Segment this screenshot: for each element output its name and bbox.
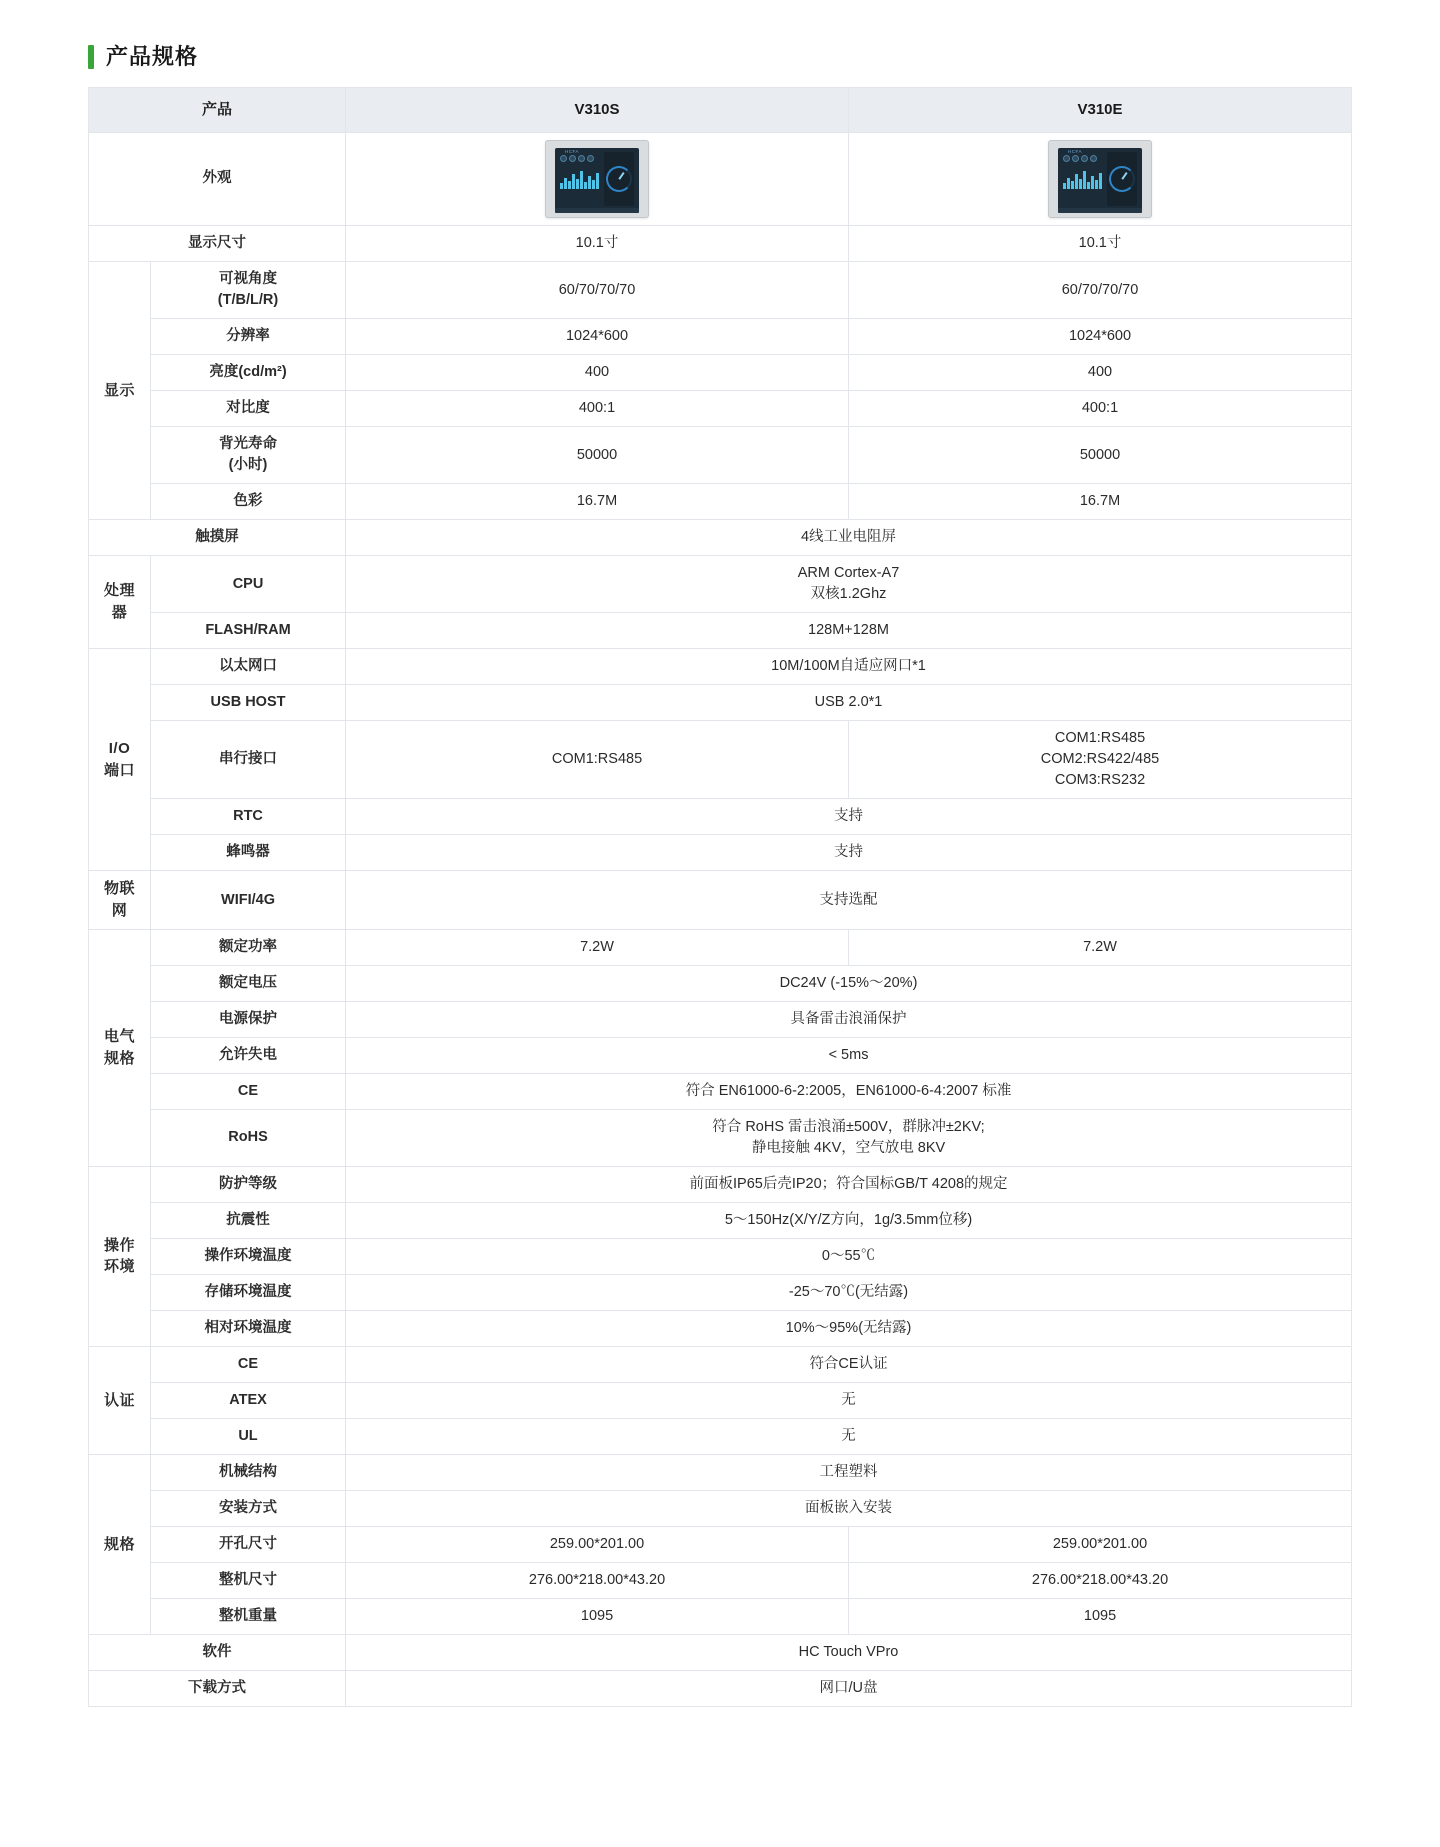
spec-item-label: 整机重量 bbox=[151, 1599, 346, 1635]
spec-value-merged: 工程塑料 bbox=[346, 1455, 1352, 1491]
spec-item-label: 存储环境温度 bbox=[151, 1274, 346, 1310]
table-row bbox=[89, 1037, 1352, 1073]
group-label: 处理器 bbox=[89, 556, 151, 649]
spec-item-label: 显示尺寸 bbox=[89, 226, 346, 262]
spec-value-merged: < 5ms bbox=[346, 1037, 1352, 1073]
spec-item-label: 色彩 bbox=[151, 484, 346, 520]
table-row bbox=[89, 1073, 1352, 1109]
spec-value-v310s: 259.00*201.00 bbox=[346, 1527, 849, 1563]
spec-value-v310s: 60/70/70/70 bbox=[346, 262, 849, 319]
spec-item-label: 软件 bbox=[89, 1635, 346, 1671]
spec-value-v310e: 10.1寸 bbox=[849, 226, 1352, 262]
appearance-cell-v310e bbox=[849, 133, 1352, 226]
spec-item-label: 以太网口 bbox=[151, 649, 346, 685]
spec-value-merged: 前面板IP65后壳IP20；符合国标GB/T 4208的规定 bbox=[346, 1166, 1352, 1202]
spec-item-label: ATEX bbox=[151, 1383, 346, 1419]
spec-item-label: 外观 bbox=[89, 133, 346, 226]
spec-item-label: 操作环境温度 bbox=[151, 1238, 346, 1274]
spec-item-label: 触摸屏 bbox=[89, 520, 346, 556]
spec-item-label: 亮度(cd/m²) bbox=[151, 355, 346, 391]
spec-value-merged: 支持 bbox=[346, 835, 1352, 871]
table-row bbox=[89, 799, 1352, 835]
appearance-cell-v310s bbox=[346, 133, 849, 226]
spec-item-label: 分辨率 bbox=[151, 319, 346, 355]
group-label: 操作 环境 bbox=[89, 1166, 151, 1346]
spec-item-label: 机械结构 bbox=[151, 1455, 346, 1491]
spec-item-label: 额定功率 bbox=[151, 929, 346, 965]
spec-item-label: CE bbox=[151, 1073, 346, 1109]
spec-value-v310s: 400 bbox=[346, 355, 849, 391]
spec-item-label: 防护等级 bbox=[151, 1166, 346, 1202]
spec-value-v310s: 276.00*218.00*43.20 bbox=[346, 1563, 849, 1599]
spec-value-v310e: 276.00*218.00*43.20 bbox=[849, 1563, 1352, 1599]
spec-item-label: RoHS bbox=[151, 1109, 346, 1166]
spec-item-label: 可视角度 (T/B/L/R) bbox=[151, 262, 346, 319]
spec-value-merged: 网口/U盘 bbox=[346, 1671, 1352, 1707]
spec-item-label: RTC bbox=[151, 799, 346, 835]
page-title-text: 产品规格 bbox=[106, 44, 199, 69]
spec-value-v310s: 50000 bbox=[346, 427, 849, 484]
spec-value-merged: 具备雷击浪涌保护 bbox=[346, 1001, 1352, 1037]
spec-value-v310e: 1024*600 bbox=[849, 319, 1352, 355]
spec-value-merged: 面板嵌入安装 bbox=[346, 1491, 1352, 1527]
spec-item-label: 串行接口 bbox=[151, 721, 346, 799]
spec-value-merged: 符合 RoHS 雷击浪涌±500V，群脉冲±2KV; 静电接触 4KV，空气放电 8KV bbox=[346, 1109, 1352, 1166]
spec-value-v310s: 1095 bbox=[346, 1599, 849, 1635]
spec-value-v310e: 60/70/70/70 bbox=[849, 262, 1352, 319]
spec-item-label: 电源保护 bbox=[151, 1001, 346, 1037]
title-accent-bar bbox=[88, 45, 94, 69]
spec-item-label: 下载方式 bbox=[89, 1671, 346, 1707]
spec-item-label: CE bbox=[151, 1347, 346, 1383]
spec-value-merged: 支持 bbox=[346, 799, 1352, 835]
table-row bbox=[89, 226, 1352, 262]
device-appearance-image: HCFA bbox=[1048, 140, 1152, 218]
table-row bbox=[89, 649, 1352, 685]
table-row bbox=[89, 484, 1352, 520]
spec-value-merged: 10M/100M自适应网口*1 bbox=[346, 649, 1352, 685]
spec-item-label: 额定电压 bbox=[151, 965, 346, 1001]
spec-value-v310s: COM1:RS485 bbox=[346, 721, 849, 799]
table-row bbox=[89, 391, 1352, 427]
spec-value-v310e: COM1:RS485 COM2:RS422/485 COM3:RS232 bbox=[849, 721, 1352, 799]
spec-table bbox=[88, 87, 1352, 1707]
table-row bbox=[89, 1347, 1352, 1383]
table-row bbox=[89, 427, 1352, 484]
header-product-label: 产品 bbox=[89, 88, 346, 133]
spec-value-merged: 无 bbox=[346, 1383, 1352, 1419]
group-label: 电气 规格 bbox=[89, 929, 151, 1166]
spec-value-v310e: 400 bbox=[849, 355, 1352, 391]
spec-item-label: 蜂鸣器 bbox=[151, 835, 346, 871]
spec-value-v310s: 400:1 bbox=[346, 391, 849, 427]
table-row bbox=[89, 133, 1352, 226]
table-row bbox=[89, 1274, 1352, 1310]
spec-value-v310s: 1024*600 bbox=[346, 319, 849, 355]
table-row bbox=[89, 1491, 1352, 1527]
spec-item-label: 整机尺寸 bbox=[151, 1563, 346, 1599]
table-row bbox=[89, 1238, 1352, 1274]
table-row bbox=[89, 835, 1352, 871]
spec-value-v310e: 400:1 bbox=[849, 391, 1352, 427]
spec-item-label: WIFI/4G bbox=[151, 871, 346, 930]
spec-item-label: 背光寿命 (小时) bbox=[151, 427, 346, 484]
table-row bbox=[89, 1671, 1352, 1707]
group-label: 规格 bbox=[89, 1455, 151, 1635]
group-label: I/O 端口 bbox=[89, 649, 151, 871]
spec-item-label: 允许失电 bbox=[151, 1037, 346, 1073]
spec-item-label: CPU bbox=[151, 556, 346, 613]
spec-value-merged: 5～150Hz(X/Y/Z方向，1g/3.5mm位移) bbox=[346, 1202, 1352, 1238]
spec-value-merged: ARM Cortex-A7 双核1.2Ghz bbox=[346, 556, 1352, 613]
product-spec-page bbox=[0, 45, 1440, 1847]
table-row bbox=[89, 1310, 1352, 1346]
spec-value-merged: HC Touch VPro bbox=[346, 1635, 1352, 1671]
table-row bbox=[89, 1419, 1352, 1455]
group-label: 认证 bbox=[89, 1347, 151, 1455]
table-row bbox=[89, 871, 1352, 930]
table-row bbox=[89, 929, 1352, 965]
table-row bbox=[89, 556, 1352, 613]
table-row bbox=[89, 1383, 1352, 1419]
spec-item-label: FLASH/RAM bbox=[151, 613, 346, 649]
spec-value-merged: 0～55℃ bbox=[346, 1238, 1352, 1274]
spec-value-v310s: 16.7M bbox=[346, 484, 849, 520]
table-header-row bbox=[89, 88, 1352, 133]
spec-item-label: 抗震性 bbox=[151, 1202, 346, 1238]
table-row bbox=[89, 965, 1352, 1001]
table-row bbox=[89, 520, 1352, 556]
table-row bbox=[89, 319, 1352, 355]
table-row bbox=[89, 1455, 1352, 1491]
spec-value-merged: 4线工业电阻屏 bbox=[346, 520, 1352, 556]
table-row bbox=[89, 355, 1352, 391]
table-row bbox=[89, 721, 1352, 799]
spec-value-v310e: 50000 bbox=[849, 427, 1352, 484]
page-title bbox=[88, 45, 1440, 69]
table-row bbox=[89, 1202, 1352, 1238]
group-label: 显示 bbox=[89, 262, 151, 520]
header-model-v310e: V310E bbox=[849, 88, 1352, 133]
spec-value-merged: 符合CE认证 bbox=[346, 1347, 1352, 1383]
spec-value-merged: USB 2.0*1 bbox=[346, 685, 1352, 721]
spec-value-v310e: 259.00*201.00 bbox=[849, 1527, 1352, 1563]
spec-value-merged: 10%～95%(无结露) bbox=[346, 1310, 1352, 1346]
table-row bbox=[89, 262, 1352, 319]
spec-value-merged: DC24V (-15%～20%) bbox=[346, 965, 1352, 1001]
table-row bbox=[89, 1001, 1352, 1037]
group-label: 物联网 bbox=[89, 871, 151, 930]
spec-item-label: USB HOST bbox=[151, 685, 346, 721]
spec-value-v310e: 1095 bbox=[849, 1599, 1352, 1635]
spec-value-v310e: 16.7M bbox=[849, 484, 1352, 520]
table-row bbox=[89, 1635, 1352, 1671]
spec-value-merged: 符合 EN61000-6-2:2005，EN61000-6-4:2007 标准 bbox=[346, 1073, 1352, 1109]
table-row bbox=[89, 1563, 1352, 1599]
table-row bbox=[89, 1109, 1352, 1166]
table-row bbox=[89, 1527, 1352, 1563]
spec-value-v310s: 10.1寸 bbox=[346, 226, 849, 262]
spec-value-v310s: 7.2W bbox=[346, 929, 849, 965]
spec-item-label: 对比度 bbox=[151, 391, 346, 427]
table-row bbox=[89, 1166, 1352, 1202]
spec-item-label: 安装方式 bbox=[151, 1491, 346, 1527]
device-appearance-image: HCFA bbox=[545, 140, 649, 218]
header-model-v310s: V310S bbox=[346, 88, 849, 133]
table-row bbox=[89, 685, 1352, 721]
spec-item-label: UL bbox=[151, 1419, 346, 1455]
spec-value-merged: 支持选配 bbox=[346, 871, 1352, 930]
spec-value-merged: 128M+128M bbox=[346, 613, 1352, 649]
spec-item-label: 相对环境温度 bbox=[151, 1310, 346, 1346]
spec-value-v310e: 7.2W bbox=[849, 929, 1352, 965]
table-row bbox=[89, 1599, 1352, 1635]
spec-item-label: 开孔尺寸 bbox=[151, 1527, 346, 1563]
spec-value-merged: -25～70℃(无结露) bbox=[346, 1274, 1352, 1310]
spec-value-merged: 无 bbox=[346, 1419, 1352, 1455]
table-row bbox=[89, 613, 1352, 649]
